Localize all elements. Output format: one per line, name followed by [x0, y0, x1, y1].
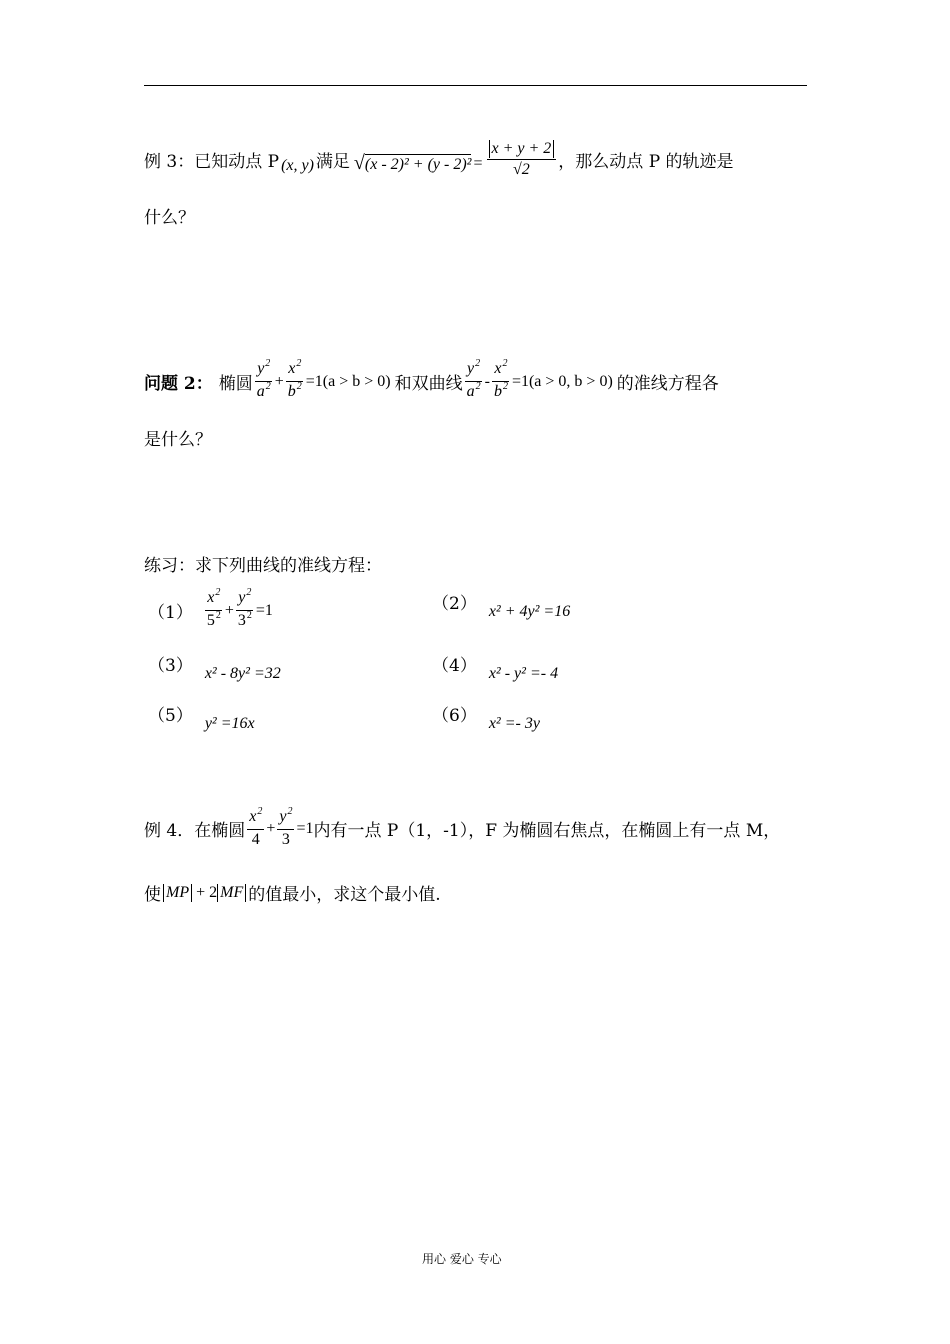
practice-item-2	[432, 589, 571, 620]
practice-4-equation: x² - y² =- 4	[488, 664, 559, 682]
example-3-satisfies: 满足	[315, 152, 350, 172]
example-4-line-2-suffix: 的值最小，求这个最小值.	[248, 885, 441, 905]
practice-1-frac-2: $\frac{y^2}{3^2}$	[237, 587, 252, 629]
header-rule	[144, 85, 807, 86]
distance-fraction	[487, 140, 557, 179]
practice-item-3-number: （3）	[148, 656, 193, 676]
practice-item-5-number: （5）	[148, 706, 193, 726]
practice-5-equation: y² =16x	[204, 714, 255, 732]
practice-item-1-number: （1）	[148, 603, 193, 623]
practice-title: 练习：求下列曲线的准线方程：	[144, 556, 382, 576]
problem-2-suffix: 的准线方程各	[616, 374, 719, 394]
ellipse-frac-1: $\frac{y^2}{a^2}$	[256, 358, 271, 400]
hyperbola-frac-1: $\frac{y^2}{a^2}$	[466, 358, 481, 400]
example-3-text: 例 3：已知动点 P	[144, 152, 280, 172]
equals-sign: =	[473, 154, 483, 172]
sqrt-body: (x - 2)² + (y - 2)²	[364, 156, 472, 173]
sqrt-expression: √(x - 2)² + (y - 2)²	[353, 152, 472, 174]
mp-plus-2mf: MP + 2 MF	[163, 884, 246, 902]
fraction-numerator: x + y + 2	[489, 140, 555, 158]
point-coords: (x, y)	[281, 156, 314, 174]
problem-2-line-2: 是什么？	[144, 430, 212, 450]
practice-item-2-number: （2）	[432, 594, 477, 614]
practice-item-4	[432, 651, 559, 682]
hyperbola-frac-2: $\frac{x^2}{b^2}$	[493, 358, 508, 400]
practice-1-frac-1: $\frac{x^2}{5^2}$	[206, 587, 221, 629]
problem-2-ellipse-word: 椭圆	[218, 374, 253, 394]
problem-2-label: 问题 2：	[144, 374, 213, 394]
practice-item-4-number: （4）	[432, 656, 477, 676]
example-4-line-2	[144, 880, 441, 905]
practice-item-3	[148, 651, 281, 682]
example-4-line-1: 例 4．在椭圆 $\frac{x^2}{4}$ + $\frac{y^2}{3}$ =1 内有一点 P（1，-1），F 为椭圆右焦点，在椭圆上有一点 M，	[144, 806, 781, 848]
practice-1-tail: =1	[255, 601, 273, 619]
example-4-suffix: 内有一点 P（1，-1），F 为椭圆右焦点，在椭圆上有一点 M，	[313, 821, 781, 841]
example-3-line-1	[144, 140, 734, 179]
example-4-text: 例 4．在椭圆	[144, 821, 246, 841]
practice-item-6-number: （6）	[432, 706, 477, 726]
ellipse-frac-2: $\frac{x^2}{b^2}$	[287, 358, 302, 400]
practice-item-1: （1） $\frac{x^2}{5^2}$ + $\frac{y^2}{3^2}$ =1	[148, 589, 273, 632]
problem-2-line-1: 问题 2： 椭圆 $\frac{y^2}{a^2}$ + $\frac{x^2}{b^2}$ =1(a > b > 0) 和双曲线 $\frac{y^2}{a^2}$ - $\frac{x^2}{b^2}$ =1(a > 0, b > 0) 的准线方程各	[144, 360, 719, 403]
practice-item-6	[432, 701, 540, 732]
example-4-frac-1: $\frac{x^2}{4}$	[249, 806, 263, 848]
practice-2-equation: x² + 4y² =16	[488, 602, 571, 620]
example-3-suffix: ，那么动点 P 的轨迹是	[558, 152, 734, 172]
page-footer: 用心 爱心 专心	[422, 1252, 502, 1266]
example-4-make: 使	[144, 885, 161, 905]
example-3-line-2: 什么？	[144, 208, 195, 228]
hyperbola-condition: =1(a > 0, b > 0)	[511, 372, 613, 390]
ellipse-condition: =1(a > b > 0)	[305, 372, 391, 390]
fraction-denominator: √2	[513, 161, 530, 178]
problem-2-hyperbola-word: 和双曲线	[394, 374, 463, 394]
practice-item-5	[148, 701, 255, 732]
example-4-tail: =1	[296, 819, 314, 837]
example-4-frac-2: $\frac{y^2}{3}$	[279, 806, 293, 848]
practice-3-equation: x² - 8y² =32	[204, 664, 281, 682]
practice-6-equation: x² =- 3y	[488, 714, 540, 732]
